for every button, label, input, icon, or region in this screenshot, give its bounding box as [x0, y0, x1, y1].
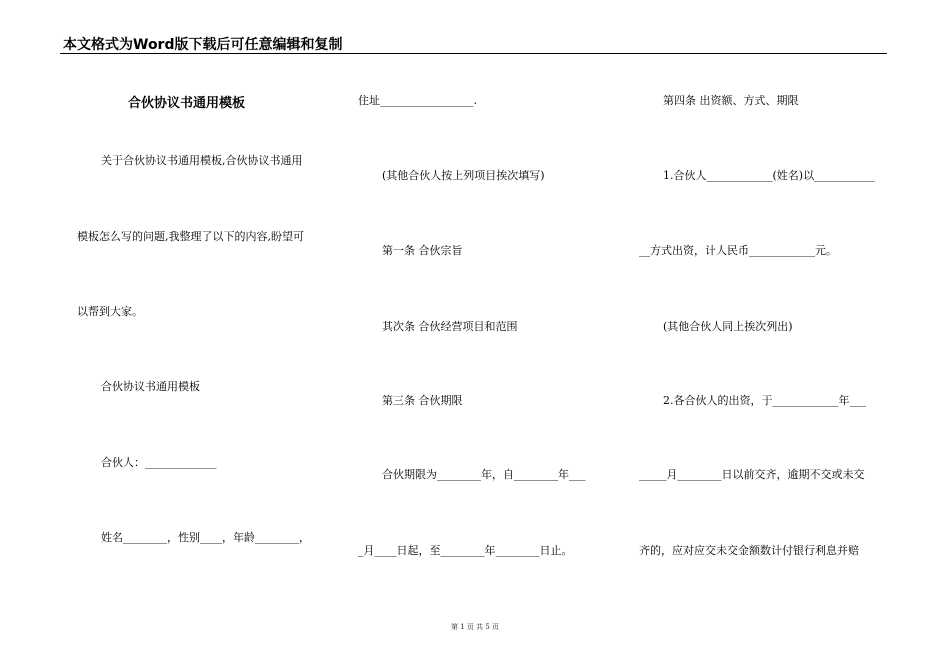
paragraph-line: __方式出资，计人民币____________元。	[639, 244, 837, 257]
paragraph-line: 齐的，应对应交未交金额数计付银行利息并赔	[639, 544, 859, 557]
page-number: 第 1 页 共 5 页	[450, 623, 500, 631]
personal-info-field: 姓名________，性别____，年龄________，	[101, 531, 310, 544]
partner-field: 合伙人：_____________	[101, 456, 217, 469]
section-heading: 合伙协议书通用模板	[101, 380, 200, 393]
article-heading: 其次条 合伙经营项目和范围	[382, 320, 518, 333]
article-heading: 第一条 合伙宗旨	[382, 244, 463, 257]
paragraph-line: _____月________日以前交齐，逾期不交或未交	[639, 468, 865, 481]
article-heading: 第三条 合伙期限	[382, 394, 463, 407]
paragraph-line: 1.合伙人____________(姓名)以___________	[663, 169, 875, 182]
note-line: (其他合伙人按上列项目挨次填写)	[382, 169, 545, 182]
paragraph-line: 以帮到大家。	[77, 305, 143, 318]
article-heading: 第四条 出资额、方式、期限	[663, 94, 799, 107]
document-title: 合伙协议书通用模板	[128, 96, 246, 111]
paragraph-line: 模板怎么写的问题,我整理了以下的内容,盼望可	[77, 230, 304, 243]
paragraph-line: 2.各合伙人的出资，于____________年___	[663, 394, 866, 407]
address-field: 住址_________________.	[358, 94, 477, 107]
document-header: 本文格式为Word版下载后可任意编辑和复制	[63, 37, 343, 53]
paragraph-line: 关于合伙协议书通用模板,合伙协议书通用	[101, 154, 303, 167]
paragraph-line: 合伙期限为________年，自________年___	[382, 468, 586, 481]
note-line: (其他合伙人同上挨次列出)	[663, 320, 793, 333]
paragraph-line: _月____日起，至________年________日止。	[358, 544, 573, 557]
header-divider	[60, 53, 887, 54]
